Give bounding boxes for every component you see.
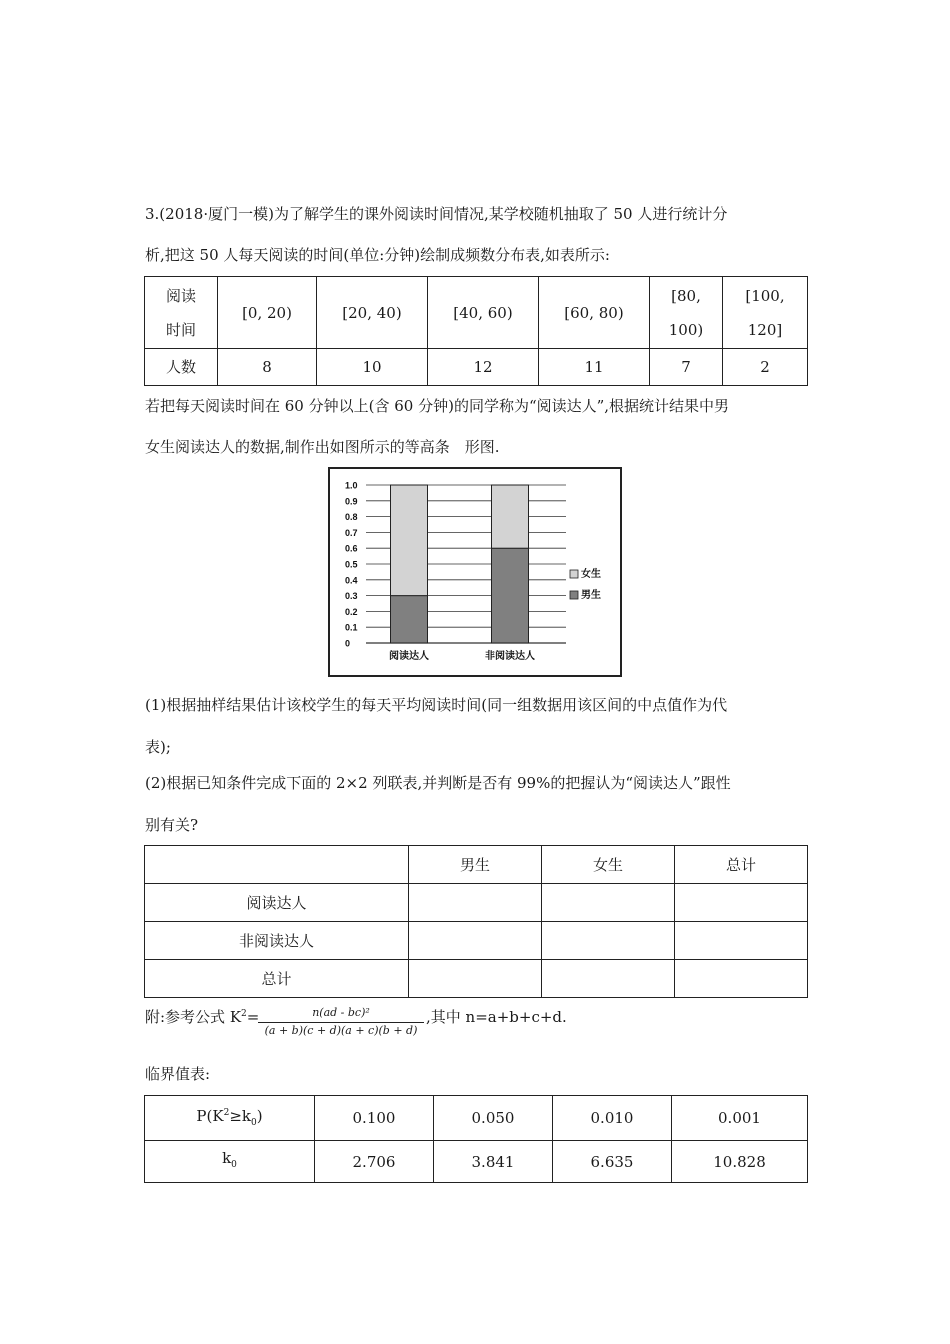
bar-segment-男生 [391, 596, 428, 643]
contingency-table [144, 845, 808, 998]
y-tick-label: 0.6 [345, 543, 358, 554]
bar-segment-女生 [391, 485, 428, 596]
x-category-label: 阅读达人 [389, 651, 429, 662]
formula-prefix: 附:参考公式 $K^2=$ [145, 1008, 260, 1026]
legend-swatch [570, 591, 578, 599]
freq-interval: [100, 120] [723, 277, 808, 349]
freq-header-count: 人数 [145, 349, 218, 386]
q2-line-2: 别有关? [145, 816, 199, 834]
critical-value-table [144, 1095, 808, 1183]
critical-k-value: 3.841 [434, 1141, 553, 1183]
critical-k-value: 10.828 [672, 1141, 808, 1183]
freq-count: 10 [317, 349, 428, 386]
legend-swatch [570, 570, 578, 578]
formula-fraction [258, 1006, 424, 1039]
y-tick-label: 0.9 [345, 496, 358, 507]
critical-k-value: 6.635 [553, 1141, 672, 1183]
contingency-row-label: 阅读达人 [145, 884, 409, 922]
contingency-cell [409, 922, 542, 960]
freq-header-time: 阅读 时间 [145, 277, 218, 349]
formula-denominator: (a + b)(c + d)(a + c)(b + d) [264, 1024, 418, 1037]
freq-count: 7 [650, 349, 723, 386]
formula-suffix: ,其中 n=a+b+c+d. [426, 1008, 567, 1026]
after-table-line-2: 女生阅读达人的数据,制作出如图所示的等高条 形图. [145, 438, 500, 456]
critical-p-value: 0.050 [434, 1096, 553, 1141]
y-tick-label: 0.7 [345, 527, 358, 538]
bar-segment-女生 [492, 485, 529, 548]
y-tick-label: 0.2 [345, 606, 358, 617]
frequency-table [144, 276, 808, 386]
freq-interval: [60, 80) [539, 277, 650, 349]
contingency-cell [542, 884, 675, 922]
contingency-header [145, 846, 409, 884]
critical-title: 临界值表: [145, 1065, 211, 1083]
y-tick-label: 0.8 [345, 512, 358, 523]
y-tick-label: 0.3 [345, 591, 358, 602]
y-tick-label: 0.4 [345, 575, 358, 586]
contingency-cell [675, 922, 808, 960]
q1-line-2: 表); [145, 738, 171, 756]
intro-line-1: 3.(2018·厦门一模)为了解学生的课外阅读时间情况,某学校随机抽取了 50 人进行统计分 [145, 205, 728, 223]
critical-p-value: 0.100 [315, 1096, 434, 1141]
contingency-row-label: 非阅读达人 [145, 922, 409, 960]
intro-line-2: 析,把这 50 人每天阅读的时间(单位:分钟)绘制成频数分布表,如表所示: [145, 246, 610, 264]
critical-p-value: 0.001 [672, 1096, 808, 1141]
y-tick-label: 1.0 [345, 480, 358, 491]
contingency-row-label: 总计 [145, 960, 409, 998]
contingency-cell [409, 884, 542, 922]
legend-label: 女生 [581, 569, 601, 580]
freq-interval: [20, 40) [317, 277, 428, 349]
y-tick-label: 0.5 [345, 559, 358, 570]
q1-line-1: (1)根据抽样结果估计该校学生的每天平均阅读时间(同一组数据用该区间的中点值作为代 [145, 696, 728, 714]
contingency-header: 男生 [409, 846, 542, 884]
contingency-header: 总计 [675, 846, 808, 884]
legend-label: 男生 [581, 590, 601, 601]
freq-count: 12 [428, 349, 539, 386]
contingency-cell [675, 884, 808, 922]
after-table-line-1: 若把每天阅读时间在 60 分钟以上(含 60 分钟)的同学称为“阅读达人”,根据统计结果中男 [145, 397, 730, 415]
stacked-bar-chart [328, 467, 622, 677]
critical-row-label: $k_0$ [145, 1141, 315, 1183]
freq-count: 8 [218, 349, 317, 386]
contingency-cell [409, 960, 542, 998]
formula-numerator: n(ad - bc)² [312, 1006, 370, 1019]
freq-interval: [0, 20) [218, 277, 317, 349]
y-tick-label: 0.1 [345, 622, 358, 633]
contingency-cell [675, 960, 808, 998]
bar-segment-男生 [492, 548, 529, 643]
freq-interval: [40, 60) [428, 277, 539, 349]
x-category-label: 非阅读达人 [485, 651, 535, 662]
freq-interval: [80, 100) [650, 277, 723, 349]
critical-row-label: $P(K^2\ge k_0)$ [145, 1096, 315, 1141]
contingency-header: 女生 [542, 846, 675, 884]
critical-p-value: 0.010 [553, 1096, 672, 1141]
q2-line-1: (2)根据已知条件完成下面的 2×2 列联表,并判断是否有 99%的把握认为“阅读达人”跟性 [145, 774, 731, 792]
contingency-cell [542, 922, 675, 960]
y-tick-label: 0 [345, 638, 351, 649]
freq-count: 2 [723, 349, 808, 386]
contingency-cell [542, 960, 675, 998]
critical-k-value: 2.706 [315, 1141, 434, 1183]
freq-count: 11 [539, 349, 650, 386]
